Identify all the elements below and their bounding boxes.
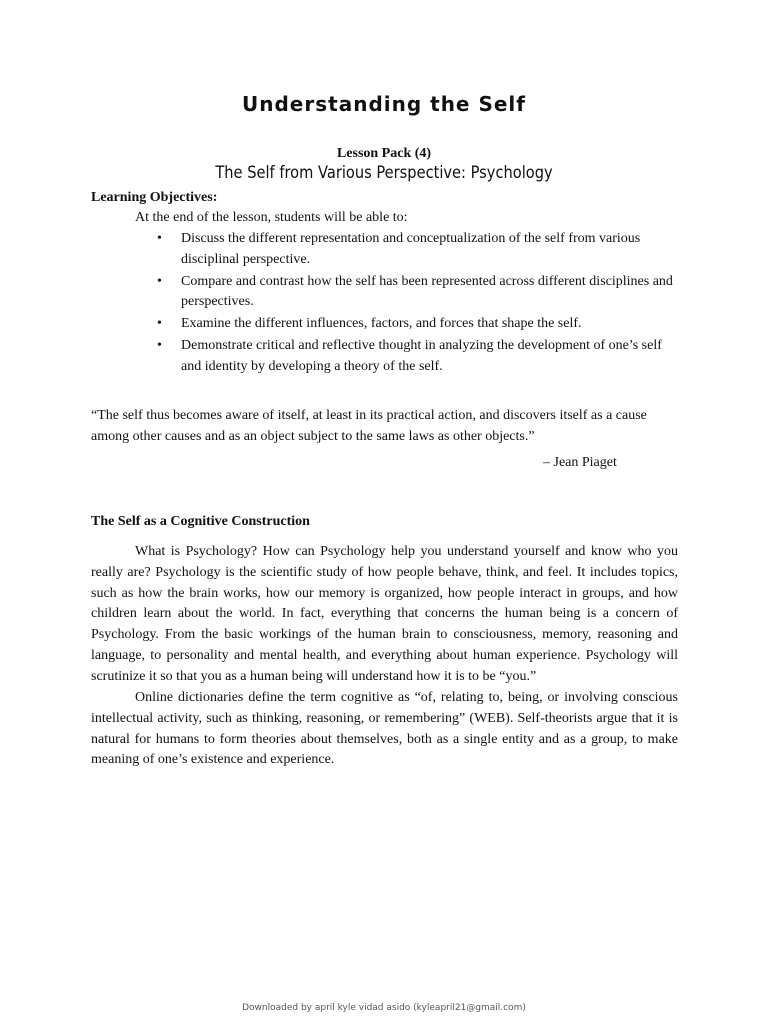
bullet-icon: • (157, 231, 162, 246)
piaget-quote: “The self thus becomes aware of itself, at least in its practical action, and discovers itself as a cause among other causes and as an object subject to the same laws as other objects.” (91, 408, 647, 444)
bullet-icon: • (157, 338, 162, 353)
body-paragraph: Online dictionaries define the term cognitive as “of, relating to, being, or involving conscious intellectual activity, such as thinking, reasoning, or remembering” (WEB). Self-theorists argue that it is natural for humans to form theories about themselves, both as a single entity and as a group, to make meaning of one’s existence and experience. (91, 690, 678, 768)
list-item (157, 336, 677, 377)
learning-objectives-list (157, 229, 677, 379)
bullet-icon: • (157, 316, 162, 331)
lesson-title: The Self from Various Perspective: Psychology (215, 163, 553, 183)
list-item (157, 229, 677, 270)
learning-objectives-heading: Learning Objectives: (91, 190, 218, 205)
lesson-pack-label: Lesson Pack (4) (336, 146, 432, 161)
quote-author: – Jean Piaget (543, 455, 617, 470)
objective-text: Examine the different influences, factors, and forces that shape the self. (181, 316, 582, 331)
list-item (157, 314, 677, 335)
bullet-icon: • (157, 273, 162, 289)
download-footer: Downloaded by april kyle vidad asido (kyleapril21@gmail.com) (242, 1003, 526, 1013)
objective-text: Demonstrate critical and reflective thought in analyzing the development of one’s self and identity by developing a theory of the self. (181, 338, 662, 374)
list-item (157, 272, 677, 313)
section-heading: The Self as a Cognitive Construction (91, 514, 310, 529)
body-paragraph: What is Psychology? How can Psychology help you understand yourself and know who you really are? Psychology is the scientific study of how people behave, think, and feel. It includes topics, such as how the brain works, how our memory is organized, how people interact in groups, and how children learn about the world. In fact, everything that concerns the human being is a concern of Psychology. From the basic workings of the human brain to consciousness, memory, reasoning and language, to personality and mental health, and everything about human experience. Psychology will scrutinize it so that you as a human being will understand how it is to be “you.” (91, 544, 678, 684)
document-title: Understanding the Self (242, 92, 526, 116)
learning-objectives-intro: At the end of the lesson, students will be able to: (135, 210, 408, 225)
objective-text: Discuss the different representation and conceptualization of the self from various disciplinal perspective. (181, 231, 641, 267)
objective-text: Compare and contrast how the self has been represented across different disciplines and perspectives. (181, 273, 673, 309)
